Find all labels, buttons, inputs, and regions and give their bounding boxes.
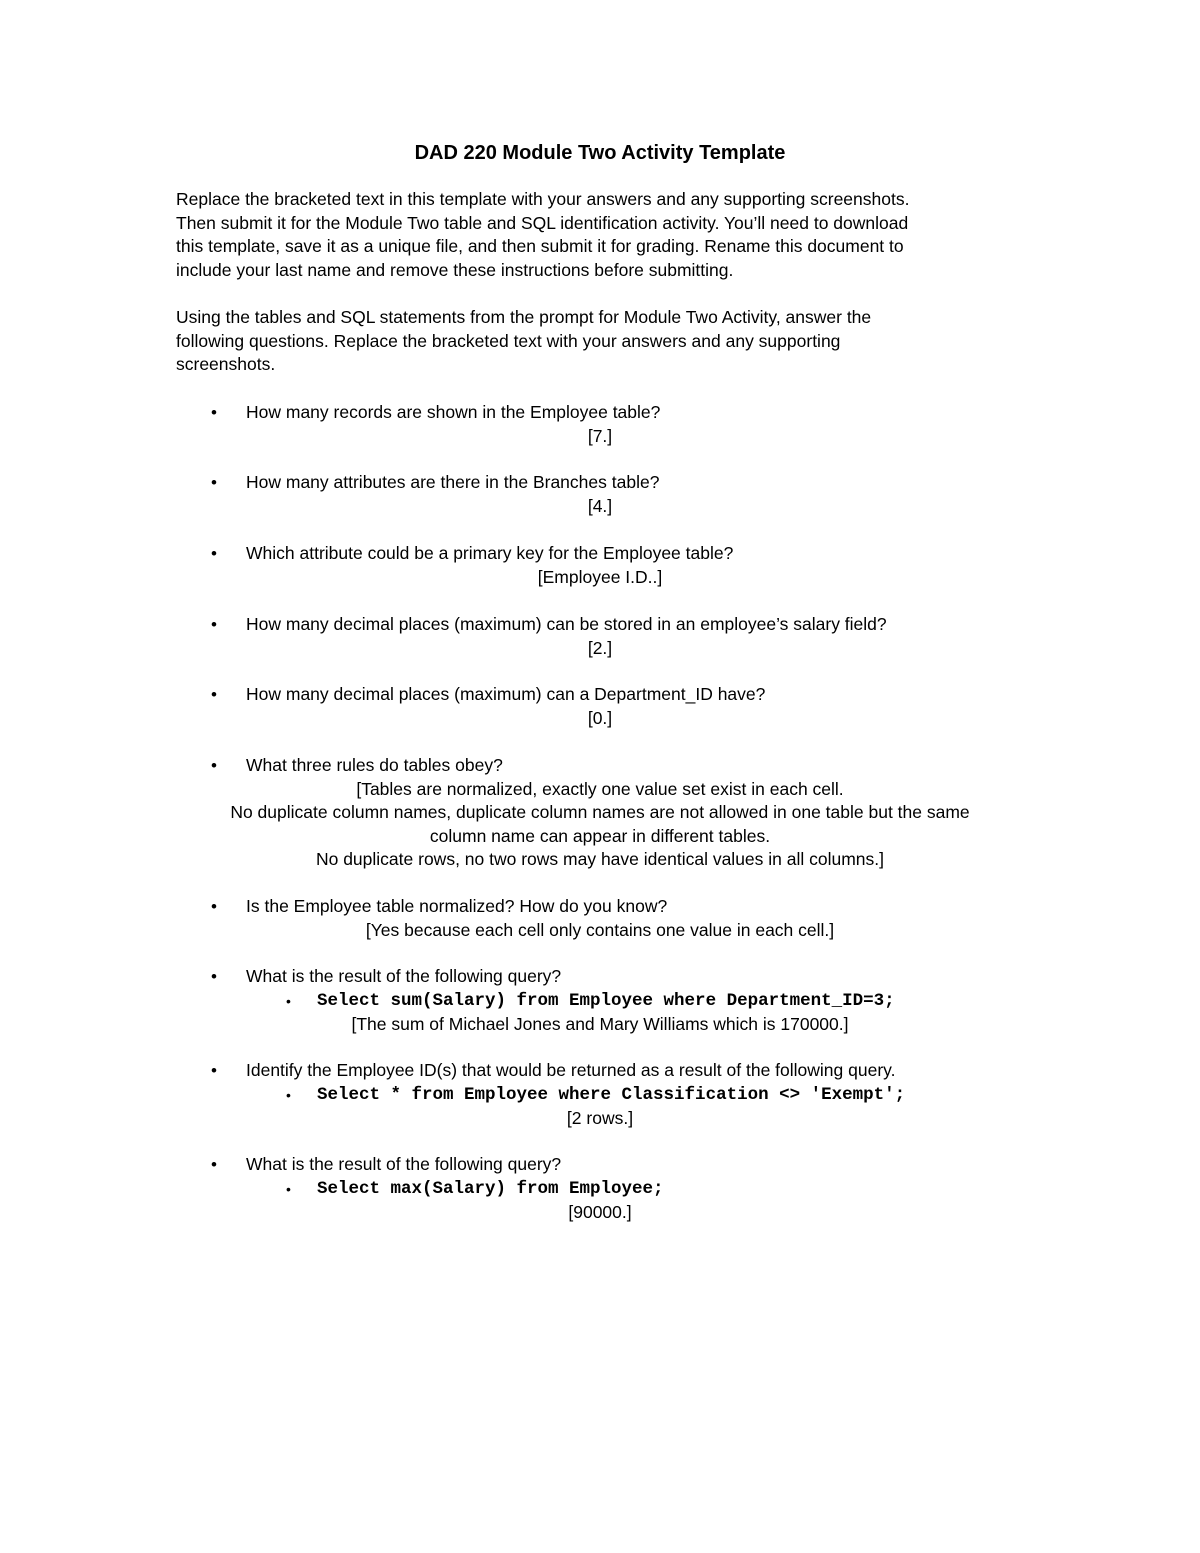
- sql-query: Select * from Employee where Classification <> 'Exempt';: [317, 1084, 906, 1105]
- sql-query: Select sum(Salary) from Employee where Department_ID=3;: [317, 990, 895, 1011]
- question-item: [0, 471, 1200, 518]
- answer-text: [2 rows.]: [566, 1107, 634, 1128]
- question-item: [0, 542, 1200, 589]
- answer-text: [0.]: [587, 707, 613, 728]
- question-text: Which attribute could be a primary key for the Employee table?: [246, 543, 734, 563]
- question-text: How many decimal places (maximum) can a Department_ID have?: [246, 684, 766, 704]
- question-text: How many records are shown in the Employee table?: [246, 402, 661, 422]
- intro-line: Then submit it for the Module Two table and SQL identification activity. You’ll need to download: [176, 212, 909, 233]
- document-title: DAD 220 Module Two Activity Template: [414, 142, 786, 164]
- question-item: [0, 754, 1200, 872]
- bullet-icon: •: [211, 1155, 217, 1174]
- question-text: How many attributes are there in the Branches table?: [246, 472, 660, 492]
- intro-line: this template, save it as a unique file, and then submit it for grading. Rename this document to: [176, 236, 904, 256]
- bullet-icon: •: [211, 967, 217, 986]
- question-text: What is the result of the following query?: [246, 1154, 562, 1174]
- answer-text: [Employee I.D..]: [537, 566, 663, 587]
- answer-text: [Yes because each cell only contains one value in each cell.]: [365, 919, 835, 940]
- intro-line: Replace the bracketed text in this template with your answers and any supporting screenshots.: [176, 189, 910, 209]
- question-text: What three rules do tables obey?: [246, 755, 503, 775]
- answer-text: [2.]: [587, 637, 613, 658]
- sql-query: Select max(Salary) from Employee;: [317, 1178, 664, 1199]
- answer-text: [4.]: [587, 495, 613, 516]
- bullet-icon: •: [211, 897, 217, 916]
- instruction-line: Using the tables and SQL statements from the prompt for Module Two Activity, answer the: [176, 307, 872, 327]
- intro-paragraph: [176, 188, 1036, 282]
- question-item: [0, 1059, 1200, 1130]
- sub-bullet-icon: •: [286, 1086, 291, 1103]
- bullet-icon: •: [211, 615, 217, 634]
- question-text: Identify the Employee ID(s) that would be returned as a result of the following query.: [246, 1060, 896, 1080]
- question-text: Is the Employee table normalized? How do you know?: [246, 896, 668, 916]
- instruction-paragraph: [176, 306, 1036, 377]
- sub-bullet-icon: •: [286, 1180, 291, 1197]
- bullet-icon: •: [211, 685, 217, 704]
- answer-text: [The sum of Michael Jones and Mary Williams which is 170000.]: [351, 1013, 849, 1034]
- sub-bullet-icon: •: [286, 992, 291, 1009]
- question-item: [0, 683, 1200, 730]
- bullet-icon: •: [211, 1061, 217, 1080]
- question-item: [0, 965, 1200, 1036]
- question-item: [0, 895, 1200, 942]
- intro-line: include your last name and remove these instructions before submitting.: [176, 259, 734, 280]
- answer-text: [7.]: [587, 425, 613, 446]
- question-text: What is the result of the following query?: [246, 966, 562, 986]
- answer-text: column name can appear in different tables.: [429, 825, 771, 846]
- instruction-line: following questions. Replace the bracketed text with your answers and any supporting: [176, 330, 841, 351]
- bullet-icon: •: [211, 756, 217, 775]
- instruction-line: screenshots.: [176, 354, 276, 374]
- answer-text: [90000.]: [568, 1201, 632, 1222]
- answer-text: [Tables are normalized, exactly one value set exist in each cell.: [356, 778, 844, 799]
- question-item: [0, 1153, 1200, 1224]
- bullet-icon: •: [211, 473, 217, 492]
- question-text: How many decimal places (maximum) can be stored in an employee’s salary field?: [246, 614, 887, 634]
- question-item: [0, 613, 1200, 660]
- bullet-icon: •: [211, 544, 217, 563]
- bullet-icon: •: [211, 403, 217, 422]
- answer-text: No duplicate column names, duplicate column names are not allowed in one table but the same: [230, 802, 970, 822]
- question-item: [0, 401, 1200, 448]
- answer-text: No duplicate rows, no two rows may have identical values in all columns.]: [315, 849, 885, 869]
